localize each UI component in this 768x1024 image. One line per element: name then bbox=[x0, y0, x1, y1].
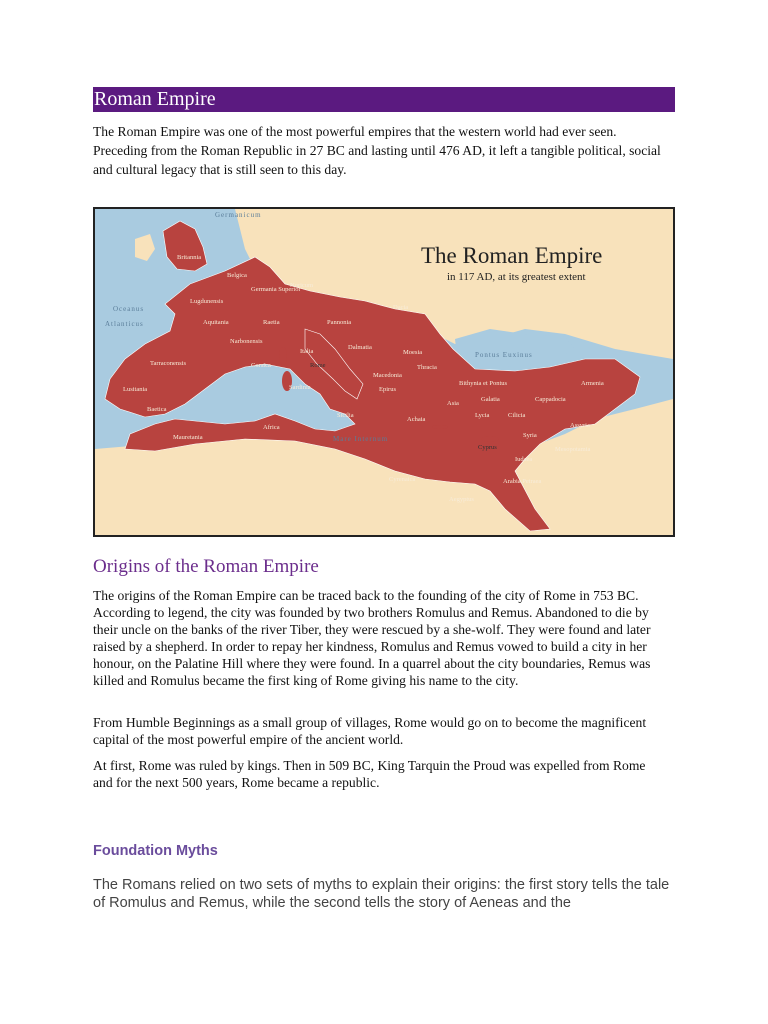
province-label: Cyprus bbox=[478, 444, 497, 451]
province-label: Syria bbox=[523, 432, 537, 439]
province-label: Cappadocia bbox=[535, 396, 566, 403]
province-label: Aquitania bbox=[203, 319, 229, 326]
province-label: Arabia Petraea bbox=[503, 478, 542, 485]
corsica-island bbox=[279, 347, 287, 365]
cyprus-island bbox=[481, 436, 499, 442]
foundation-paragraph: The Romans relied on two sets of myths to explain their origins: the first story tells the tale of Romulus and Remus, while the second tells the story of Aeneas and the bbox=[93, 877, 670, 911]
province-label: Tarraconensis bbox=[150, 360, 187, 367]
province-label: Baetica bbox=[147, 406, 167, 413]
province-label: Rome bbox=[310, 362, 326, 369]
province-label: Belgica bbox=[227, 272, 247, 279]
province-label: Dalmatia bbox=[348, 344, 372, 351]
map-illustration bbox=[95, 209, 673, 535]
page-title: Roman Empire bbox=[93, 87, 675, 112]
province-label: Galatia bbox=[481, 396, 500, 403]
sea-label-pontus-euxinus: Pontus Euxinus bbox=[475, 351, 533, 359]
sea-label-atlanticus: Atlanticus bbox=[105, 320, 144, 328]
province-label: Lusitania bbox=[123, 386, 148, 393]
map-title: The Roman Empire bbox=[421, 243, 603, 268]
province-label: Britannia bbox=[177, 254, 202, 261]
province-label: Mesopotamia bbox=[555, 446, 591, 453]
province-label: Germania Superior bbox=[251, 286, 301, 293]
intro-paragraph: The Roman Empire was one of the most powerful empires that the western world had ever seen. Preceding from the Roman Republic in 27 BC and lasting until 476 AD, it left a tangible political, social and cultural legacy that is still seen to this day. bbox=[93, 124, 661, 177]
province-label: Noricum bbox=[290, 282, 314, 289]
sea-label-germanicum: Germanicum bbox=[215, 211, 262, 219]
province-label: Armenia bbox=[581, 380, 604, 387]
sea-label-mare-internum: Mare Internum bbox=[333, 435, 389, 443]
section-heading-foundation-myths: Foundation Myths bbox=[93, 843, 218, 859]
origins-paragraph-1: The origins of the Roman Empire can be traced back to the founding of the city of Rome in 753 BC. According to legend, the city was founded by two brothers Romulus and Remus. Abandoned to die by their uncle on the banks of the river Tiber, they were rescued by a she-wolf. They were found and later raised by a shepherd. In order to repay her kindness, Romulus and Remus vowed to build a city in her honour, on the Palatine Hill where they were found. In a quarrel about the city boundaries, Remus was killed and Romulus became the first king of Rome giving his name to the city. bbox=[93, 588, 651, 688]
section-heading-origins: Origins of the Roman Empire bbox=[93, 556, 319, 577]
province-label: Iudaea bbox=[515, 456, 533, 463]
province-label: Italia bbox=[300, 348, 314, 355]
map-subtitle: in 117 AD, at its greatest extent bbox=[447, 271, 586, 283]
province-label: Raetia bbox=[263, 319, 280, 326]
province-label: Cyrenaica bbox=[389, 476, 416, 483]
province-label: Lugdunensis bbox=[190, 298, 224, 305]
province-label: Achaia bbox=[407, 416, 426, 423]
province-label: Dacia bbox=[393, 304, 409, 311]
province-label: Sardinia bbox=[289, 384, 311, 391]
province-label: Lycia bbox=[475, 412, 490, 419]
province-label: Africa bbox=[263, 424, 280, 431]
province-label: Aegyptus bbox=[449, 496, 474, 503]
origins-paragraph-3: At first, Rome was ruled by kings. Then in 509 BC, King Tarquin the Proud was expelled from Rome and for the next 500 years, Rome became a republic. bbox=[93, 758, 646, 790]
province-label: Epirus bbox=[379, 386, 396, 393]
province-label: Sicilia bbox=[337, 412, 354, 419]
roman-empire-map bbox=[93, 207, 675, 537]
province-label: Moesia bbox=[403, 349, 423, 356]
province-label: Assyria bbox=[570, 422, 590, 429]
province-label: Bithynia et Pontus bbox=[459, 380, 508, 387]
sea-label-oceanus: Oceanus bbox=[113, 305, 145, 313]
province-label: Pannonia bbox=[327, 319, 352, 326]
province-label: Corsica bbox=[251, 362, 271, 369]
province-label: Narbonensis bbox=[230, 338, 263, 345]
province-label: Cilicia bbox=[508, 412, 526, 419]
crete-island bbox=[432, 425, 448, 429]
province-label: Thracia bbox=[417, 364, 437, 371]
province-label: Macedonia bbox=[373, 372, 402, 379]
province-label: Asia bbox=[447, 400, 459, 407]
province-label: Mauretania bbox=[173, 434, 203, 441]
origins-paragraph-2: From Humble Beginnings as a small group of villages, Rome would go on to become the magnificent capital of the most powerful empire of the ancient world. bbox=[93, 715, 647, 747]
